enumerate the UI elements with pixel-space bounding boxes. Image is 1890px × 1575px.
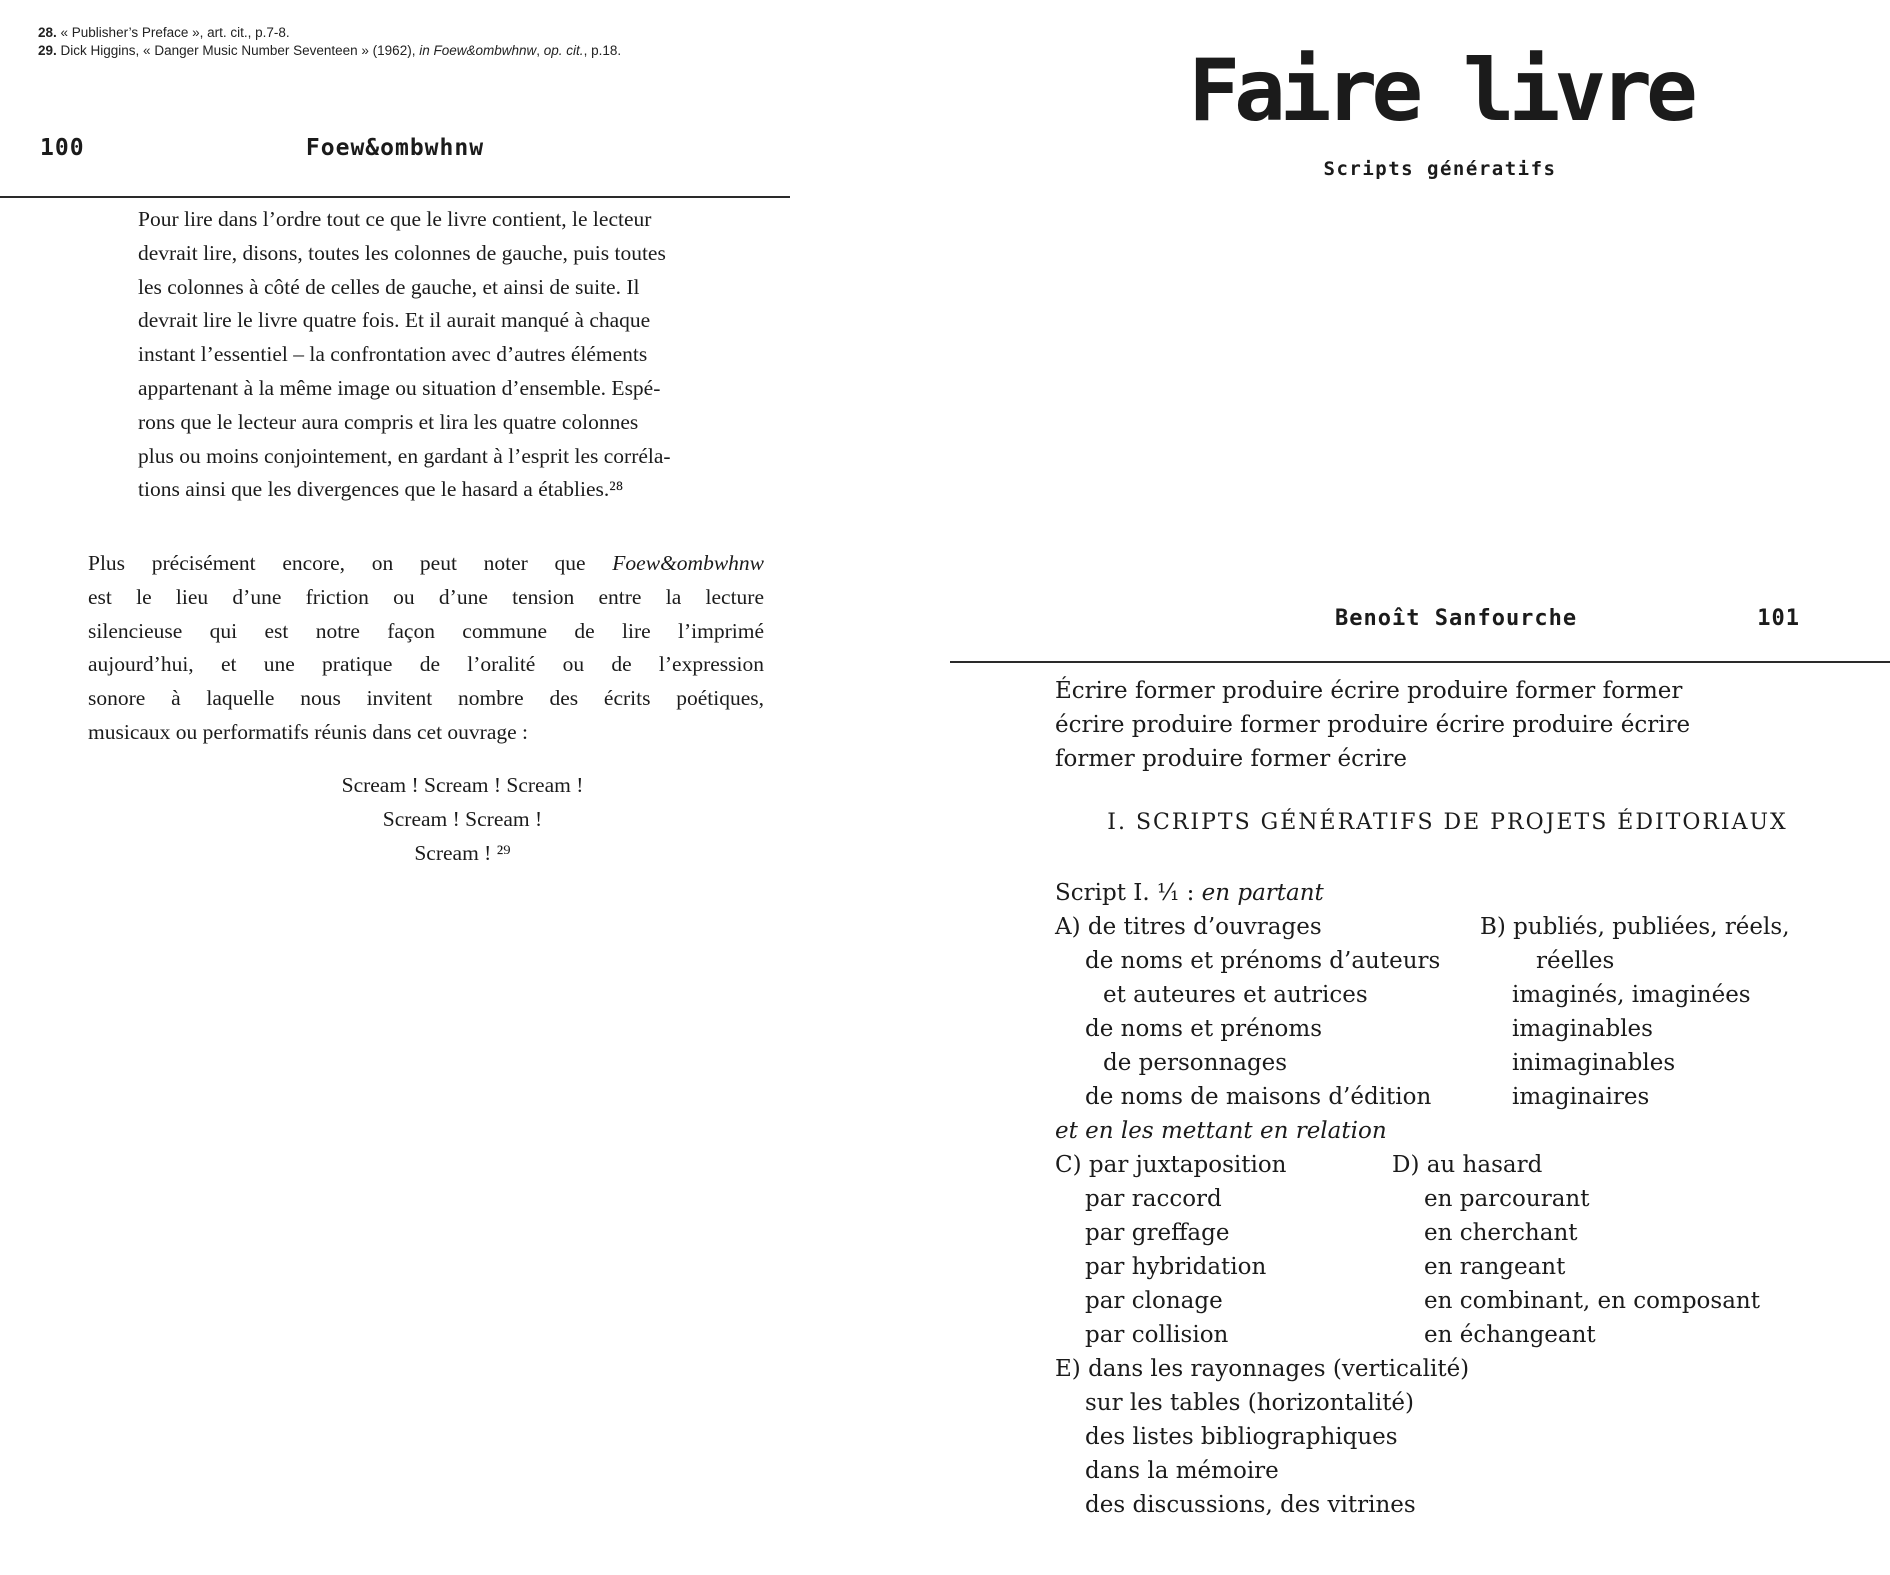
- script-item: imaginaires: [1512, 1084, 1650, 1110]
- text-line: plus ou moins conjointement, en gardant à l’esprit les corréla-: [138, 443, 671, 468]
- script-row: [1055, 1454, 1865, 1488]
- script-item: des listes bibliographiques: [1085, 1424, 1398, 1450]
- text-segment: Foew&ombwhnw: [612, 551, 764, 575]
- text-segment: Plus précisément encore, on peut noter que: [88, 551, 613, 575]
- text-line: [88, 547, 764, 581]
- text-line: silencieuse qui est notre façon commune de lire l’imprimé: [88, 618, 764, 643]
- script-row: [1055, 1386, 1865, 1420]
- script-item: par raccord: [1085, 1186, 1222, 1212]
- text-line: former produire former écrire: [1055, 746, 1407, 772]
- text-line: est le lieu d’une friction ou d’une tension entre la lecture: [88, 584, 764, 609]
- script-item: de noms et prénoms: [1085, 1016, 1322, 1042]
- author-name: Benoît Sanfourche: [1335, 606, 1578, 631]
- script-item: en rangeant: [1424, 1254, 1566, 1280]
- script-item: par clonage: [1085, 1288, 1223, 1314]
- text-line: tions ainsi que les divergences que le hasard a établies.²⁸: [138, 477, 624, 502]
- script-row: [1055, 1080, 1865, 1114]
- script-list-cd: [1055, 1148, 1865, 1352]
- text-line: appartenant à la même image ou situation d’ensemble. Espé-: [138, 375, 661, 400]
- text-line: écrire produire former produire écrire produire écrire: [1055, 712, 1691, 738]
- script-row: [1055, 1284, 1865, 1318]
- script-list-e: [1055, 1352, 1865, 1522]
- script-item: A) de titres d’ouvrages: [1055, 914, 1322, 940]
- script-row: [1055, 1046, 1865, 1080]
- script-list-ab: [1055, 910, 1865, 1114]
- footnotes: [38, 24, 621, 59]
- script-row: [1055, 910, 1865, 944]
- text-line: aujourd’hui, et une pratique de l’oralité ou de l’expression: [88, 652, 764, 677]
- quote-paragraph: [138, 203, 671, 507]
- script-item: en combinant, en composant: [1424, 1288, 1760, 1314]
- scream-lines: [165, 769, 760, 870]
- chapter-title: Faire livre: [1188, 41, 1692, 141]
- right-page-number: 101: [1757, 606, 1800, 631]
- script-item: C) par juxtaposition: [1055, 1152, 1287, 1178]
- text-line: les colonnes à côté de celles de gauche, et ainsi de suite. Il: [138, 274, 640, 299]
- script-item: imaginables: [1512, 1016, 1653, 1042]
- left-header-rule: [0, 196, 790, 198]
- script-item: de noms de maisons d’édition: [1085, 1084, 1432, 1110]
- script-row: [1055, 1488, 1865, 1522]
- text-line: Scream ! Scream ! Scream !: [341, 773, 584, 797]
- script-item: D) au hasard: [1392, 1152, 1543, 1178]
- text-line: [38, 42, 621, 60]
- script-row: [1055, 1216, 1865, 1250]
- section-heading: I. SCRIPTS GÉNÉRATIFS DE PROJETS ÉDITORIAUX: [1107, 810, 1788, 835]
- text-segment: , p.18.: [583, 42, 622, 58]
- script-row: [1055, 978, 1865, 1012]
- script-item: B) publiés, publiées, réels,: [1480, 914, 1790, 940]
- text-segment: « Publisher’s Preface », art. cit., p.7-8.: [56, 25, 290, 40]
- text-segment: 28.: [38, 25, 57, 40]
- relation-line: et en les mettant en relation: [1055, 1118, 1387, 1144]
- text-line: Scream ! ²⁹: [414, 840, 511, 865]
- script-row: [1055, 1352, 1865, 1386]
- left-running-title: Foew&ombwhnw: [305, 135, 485, 161]
- text-segment: op. cit.: [543, 42, 584, 58]
- script-item: imaginés, imaginées: [1512, 982, 1751, 1008]
- script-item: en échangeant: [1424, 1322, 1596, 1348]
- text-segment: Dick Higgins, « Danger Music Number Seventeen » (1962),: [56, 42, 420, 58]
- chapter-subtitle: Scripts génératifs: [1323, 158, 1557, 180]
- script-item: en cherchant: [1424, 1220, 1578, 1246]
- text-segment: in Foew&ombwhnw: [419, 42, 537, 58]
- script-item: inimaginables: [1512, 1050, 1676, 1076]
- intro-lines: [1055, 674, 1690, 776]
- right-header-rule: [950, 661, 1890, 663]
- script-item: de noms et prénoms d’auteurs: [1085, 948, 1441, 974]
- script-item: et auteures et autrices: [1103, 982, 1368, 1008]
- script-item: E) dans les rayonnages (verticalité): [1055, 1356, 1470, 1382]
- text-line: rons que le lecteur aura compris et lira les quatre colonnes: [138, 409, 639, 434]
- script-row: [1055, 1250, 1865, 1284]
- text-segment: Script I. ¹⁄₁ :: [1055, 880, 1202, 906]
- script-label: [1055, 876, 1324, 910]
- text-line: Pour lire dans l’ordre tout ce que le livre contient, le lecteur: [138, 207, 652, 231]
- text-line: sonore à laquelle nous invitent nombre des écrits poétiques,: [88, 686, 764, 711]
- script-item: par hybridation: [1085, 1254, 1267, 1280]
- left-page-number: 100: [40, 135, 85, 161]
- script-item: dans la mémoire: [1085, 1458, 1279, 1484]
- script-item: par collision: [1085, 1322, 1229, 1348]
- script-row: [1055, 1420, 1865, 1454]
- script-item: par greffage: [1085, 1220, 1230, 1246]
- text-line: Scream ! Scream !: [382, 806, 543, 831]
- script-item: de personnages: [1103, 1050, 1288, 1076]
- body-paragraph: [88, 547, 764, 750]
- script-row: [1055, 1182, 1865, 1216]
- script-row: [1055, 1318, 1865, 1352]
- text-line: [38, 24, 621, 42]
- text-line: devrait lire, disons, toutes les colonnes de gauche, puis toutes: [138, 240, 666, 265]
- text-segment: en partant: [1201, 880, 1324, 906]
- text-line: devrait lire le livre quatre fois. Et il aurait manqué à chaque: [138, 308, 651, 333]
- script-item: réelles: [1536, 948, 1615, 974]
- text-line: musicaux ou performatifs réunis dans cet ouvrage :: [88, 719, 529, 744]
- script-item: des discussions, des vitrines: [1085, 1492, 1416, 1518]
- script-item: sur les tables (horizontalité): [1085, 1390, 1415, 1416]
- script-row: [1055, 944, 1865, 978]
- text-line: instant l’essentiel – la confrontation avec d’autres éléments: [138, 342, 648, 367]
- script-item: en parcourant: [1424, 1186, 1590, 1212]
- script-row: [1055, 1148, 1865, 1182]
- text-segment: 29.: [38, 42, 57, 58]
- text-line: Écrire former produire écrire produire former former: [1055, 678, 1683, 704]
- text-segment: ,: [536, 42, 544, 58]
- script-row: [1055, 1012, 1865, 1046]
